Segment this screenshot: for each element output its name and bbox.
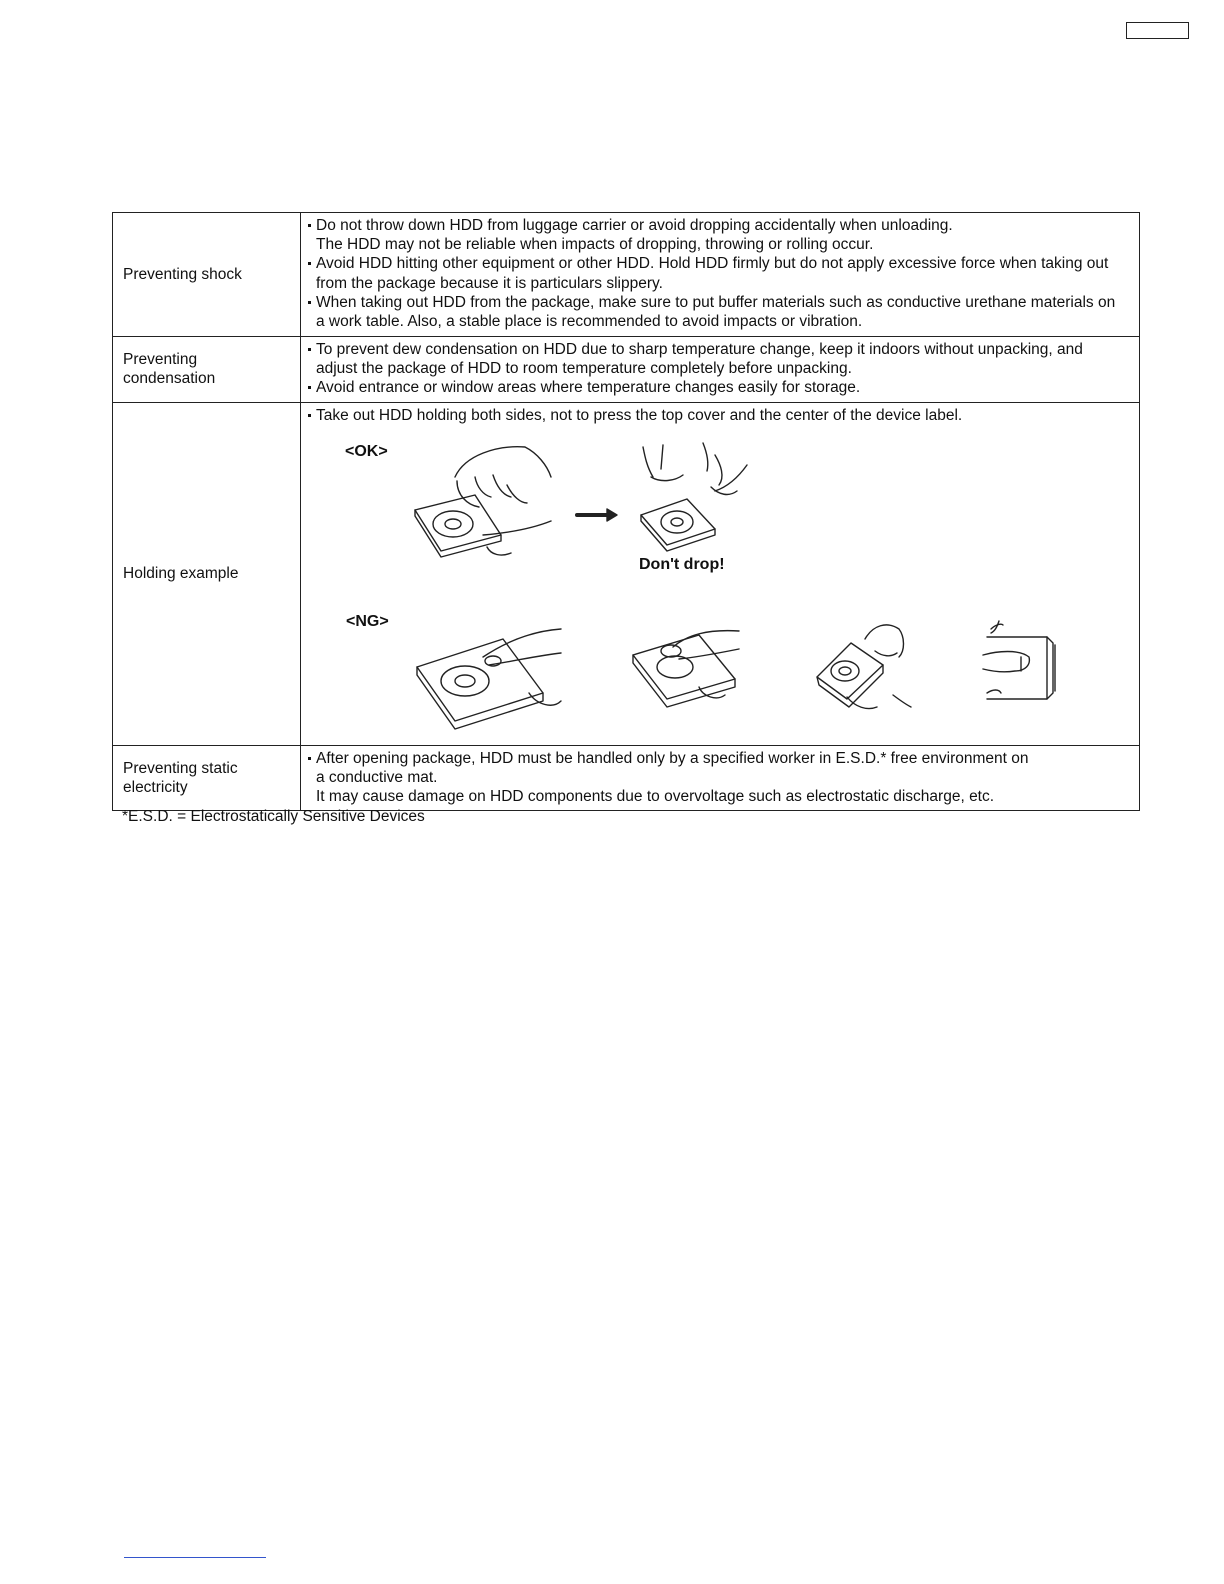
table-row-preventing-static xyxy=(113,745,1140,811)
bullet-item xyxy=(307,216,1133,254)
bullet-text: The HDD may not be reliable when impacts of dropping, throwing or rolling occur. xyxy=(316,236,874,254)
holding-illustration xyxy=(307,425,1133,741)
row-label-line: condensation xyxy=(123,370,216,388)
ok-label: <OK> xyxy=(345,442,388,460)
dont-drop-hdd-icon xyxy=(641,443,747,551)
bullet-list xyxy=(307,749,1133,787)
ok-hold-hdd-icon xyxy=(415,447,551,557)
bullet-item xyxy=(307,293,1133,331)
row-label xyxy=(113,337,301,403)
row-content xyxy=(301,337,1140,403)
bullet-text: Take out HDD holding both sides, not to press the top cover and the center of the device label. xyxy=(316,406,963,424)
row-label xyxy=(113,745,301,811)
bullet-text: Avoid HDD hitting other equipment or other HDD. Hold HDD firmly but do not apply excessive force when taking out xyxy=(316,255,1109,273)
row-label-line: Preventing xyxy=(123,351,198,369)
ng-press-top-cover-icon xyxy=(417,629,561,729)
bullet-text: adjust the package of HDD to room temperature completely before unpacking. xyxy=(316,360,852,378)
bullet-text: Avoid entrance or window areas where temperature changes easily for storage. xyxy=(316,379,861,397)
bullet-text: a work table. Also, a stable place is recommended to avoid impacts or vibration. xyxy=(316,313,863,331)
row-content xyxy=(301,213,1140,337)
page-number-box xyxy=(1126,22,1189,39)
bullet-list xyxy=(307,340,1133,398)
bullet-text: from the package because it is particulars slippery. xyxy=(316,274,663,292)
continuation-text: It may cause damage on HDD components due to overvoltage such as electrostatic discharge, etc. xyxy=(316,788,995,806)
ng-press-label-center-icon xyxy=(633,630,739,706)
bullet-item xyxy=(307,340,1133,378)
bullet-item xyxy=(307,378,1133,397)
bullet-item xyxy=(307,749,1133,787)
dont-drop-label: Don't drop! xyxy=(639,555,725,573)
row-label-line: Preventing static xyxy=(123,759,238,777)
row-content xyxy=(301,745,1140,811)
bullet-text: a conductive mat. xyxy=(316,769,438,787)
bullet-text: Do not throw down HDD from luggage carrier or avoid dropping accidentally when unloading. xyxy=(316,217,953,234)
bullet-item xyxy=(307,254,1133,292)
bullet-text: To prevent dew condensation on HDD due to sharp temperature change, keep it indoors without unpacking, and xyxy=(316,341,1083,358)
row-label: Preventing shock xyxy=(113,213,301,337)
bullet-text: When taking out HDD from the package, make sure to put buffer materials such as conductive urethane materials on xyxy=(316,293,1116,311)
bullet-item xyxy=(307,406,1133,425)
table-row-holding-example xyxy=(113,402,1140,745)
ng-hold-edge-icon xyxy=(817,625,911,709)
bullet-text: After opening package, HDD must be handled only by a specified worker in E.S.D.* free environment on xyxy=(316,749,1029,767)
table-row-preventing-condensation xyxy=(113,337,1140,403)
bullet-list xyxy=(307,406,1133,425)
row-label-line: electricity xyxy=(123,779,188,797)
bullet-list xyxy=(307,216,1133,331)
hdd-handling-drawings xyxy=(307,425,1167,741)
row-label: Holding example xyxy=(113,402,301,745)
esd-footnote: *E.S.D. = Electrostatically Sensitive Devices xyxy=(122,808,425,825)
hdd-handling-table xyxy=(112,212,1140,811)
row-content xyxy=(301,402,1140,745)
bottom-link-underline[interactable] xyxy=(124,1557,266,1558)
ng-label: <NG> xyxy=(346,612,389,630)
table-row-preventing-shock xyxy=(113,213,1140,337)
ng-side-view-icon xyxy=(983,621,1055,699)
